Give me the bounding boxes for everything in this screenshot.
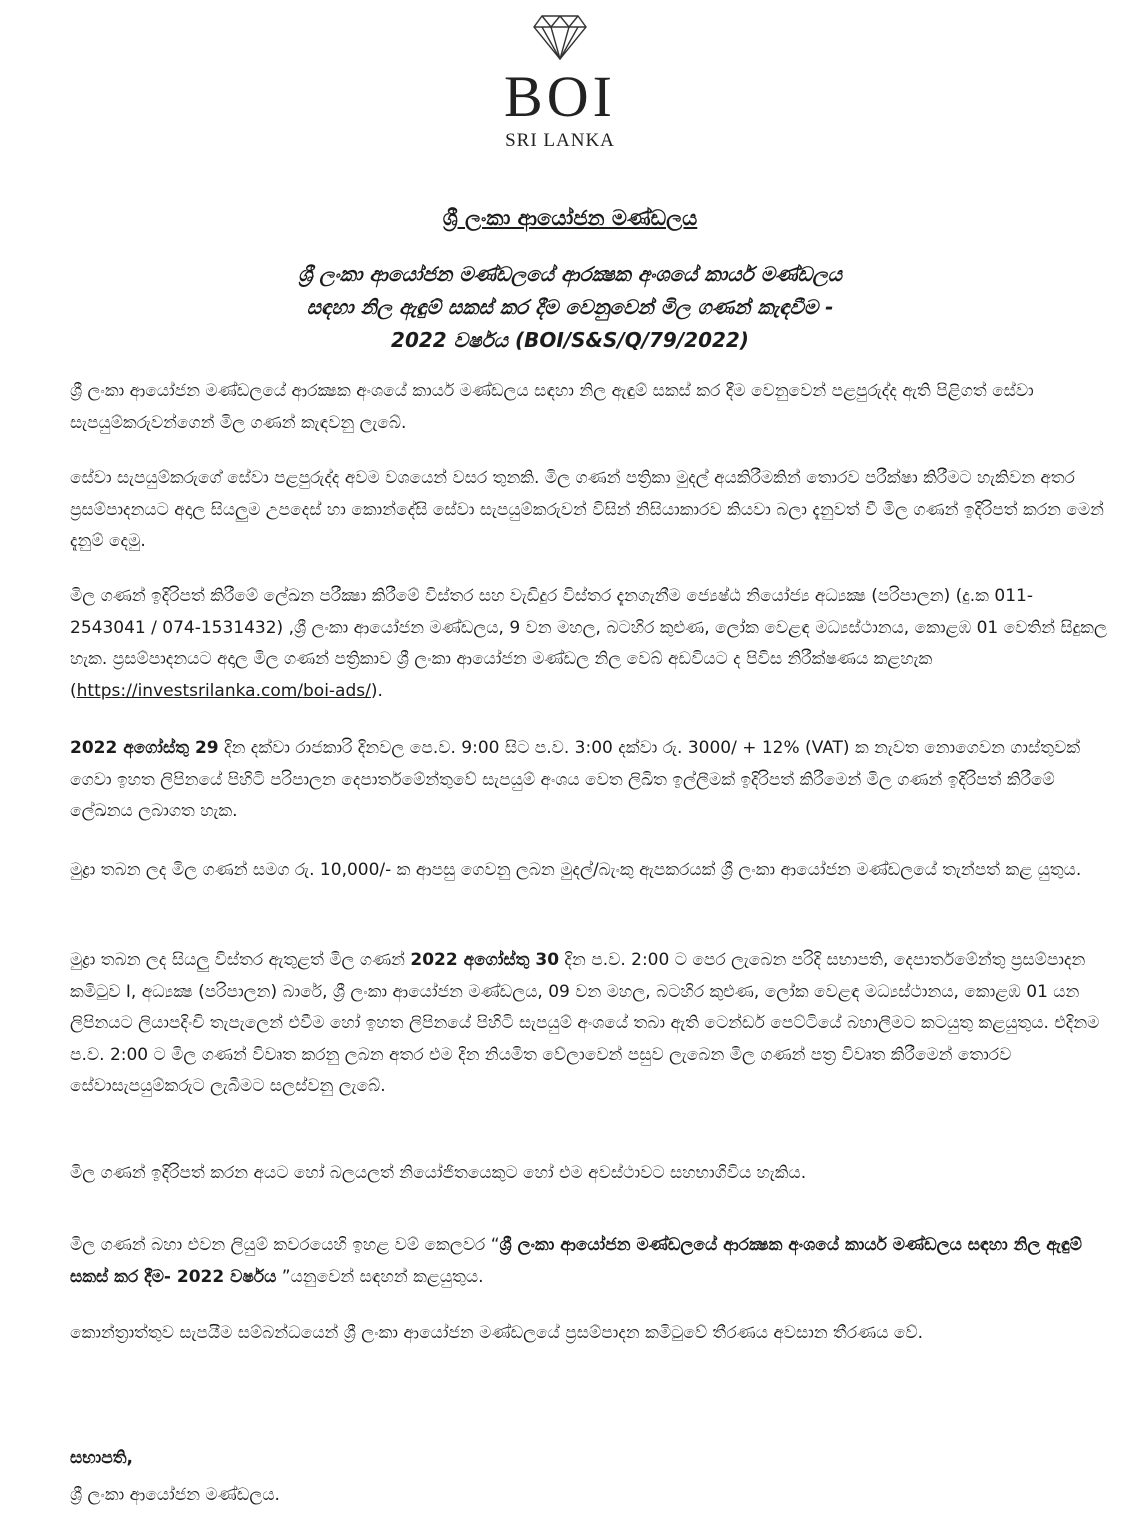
paragraph-8: [70, 1230, 1110, 1293]
logo-subtext: SRI LANKA: [505, 130, 615, 151]
paragraph-3-end: ).: [370, 680, 383, 701]
paragraph-6: [70, 945, 1110, 1103]
paragraph-4-text: දින දක්වා රාජකාරි දිනවල පෙ.ව. 9:00 සිට ප.ව. 3:00 දක්වා රු. 3000/ + 12% (VAT) ක නැවත නොගෙවන ගාස්තුවක් ගෙවා ඉහත ලිපිනයේ පිහිටි පරිපාලන දෙපාර්තමේන්තුවේ සැපයුම් අංශය වෙත ලිඛිත ඉල්ලීමක් ඉදිරිපත් කිරීමෙන් මිල ගණන් ඉදිරිපත් කිරීමේ ලේඛනය ලබාගත හැක.: [70, 738, 1081, 821]
document-subtitle: [0, 258, 1140, 357]
paragraph-4: [70, 733, 1110, 828]
paragraph-1: ශ්‍රී ලංකා ආයෝජන මණ්ඩලයේ ආරක්‍ෂක අංශයේ කාර්ය මණ්ඩලය සඳහා නිල ඇඳුම් සකස් කර දීම වෙනුවෙන් පළපුරුද්ද ඇති පිළිගත් සේවා සැපයුම්කරුවන්ගෙන් මිල ගණන් කැඳවනු ලැබේ.: [70, 381, 1034, 433]
paragraph-7: මිල ගණන් ඉදිරිපත් කරන අයට හෝ බලයලත් නියෝජිතයෙකුට හෝ එම අවස්ථාවට සහභාගිවිය හැකිය.: [70, 1163, 807, 1183]
paragraph-4-date: 2022 අගෝස්තු 29: [70, 738, 219, 758]
paragraph-6-date: 2022 අගෝස්තු 30: [410, 950, 560, 970]
signature-role: සභාපති,: [70, 1448, 133, 1468]
paragraph-3: [70, 581, 1110, 707]
subtitle-line-3: 2022 වර්ෂය (BOI/S&S/Q/79/2022): [391, 328, 749, 352]
subtitle-line-2: සඳහා නිල ඇඳුම් සකස් කර දීම වෙනුවෙන් මිල ගණන් කැඳවීම -: [306, 295, 834, 319]
signature-block: [70, 1440, 280, 1514]
paragraph-8-bold: ශ්‍රී ලංකා ආයෝජන මණ්ඩලයේ ආරක්‍ෂක අංශයේ කාර්ය මණ්ඩලය සඳහා නිල ඇඳුම් සකස් කර දීම- 2022 වර්ෂය: [70, 1235, 1082, 1287]
paragraph-6-text-start: මුද්‍රා තබන ලද සියලු විස්තර ඇතුළත් මිල ගණන්: [70, 950, 411, 970]
paragraph-6-text: දින ප.ව. 2:00 ට පෙර ලැබෙන පරිදි සභාපති, දෙපාර්තමේන්තු ප්‍රසම්පාදන කමිටුව I, අධ්‍යක්‍ෂ (පරිපාලන) බාරේ, ශ්‍රී ලංකා ආයෝජන මණ්ඩලය, 09 වන මහල, බටහිර කුළුණ, ලෝක වෙළඳ මධ්‍යස්ථානය, කොළඹ 01 යන ලිපිනයට ලියාපදිංචි තැපැලෙන් එවීම හෝ ඉහත ලිපිනයේ පිහිටි සැපයුම් අංශයේ තබා ඇති ටෙන්ඩර් පෙට්ටියේ බහාලීමට කටයුතු කළයුතුය. එදිනම ප.ව. 2:00 ට මිල ගණන් විවෘත කරනු ලබන අතර එම දින නියමිත වේලාවෙන් පසුව ලැබෙන මිල ගණන් පත්‍ර විවෘත කිරීමෙන් තොරව සේවාසැපයුම්කරුට ලැබීමට සලස්වනු ලැබේ.: [70, 950, 1100, 1096]
paragraph-8-text-start: මිල ගණන් බහා එවන ලියුම් කවරයෙහි ඉහළ වම් කෙලවර “: [70, 1235, 500, 1255]
paragraph-3-text: මිල ගණන් ඉදිරිපත් කිරීමේ ලේඛන පරීක්‍ෂා කිරීමේ විස්තර සහ වැඩිදුර විස්තර දැනගැනීම ජ්‍යෙෂ්ඨ නියෝජ්‍ය අධ්‍යක්‍ෂ (පරිපාලන) (දු.ක 011- 2543041 / 074-1531432) ,ශ්‍රී ලංකා ආයෝජන මණ්ඩලය, 9 වන මහල, බටහිර කුළුණ, ලෝක වෙළඳ මධ්‍යස්ථානය, කොළඹ 01 වෙතින් සිදුකල හැක. ප්‍රසම්පාදනයට අදාල මිල ගණන් පත්‍රිකාව ශ්‍රී ලංකා ආයෝජන මණ්ඩල නිල වෙබ් අඩවියට ද පිවිස නිරීක්ෂණය කළහැක (: [70, 586, 1107, 701]
website-link[interactable]: https://investsrilanka.com/boi-ads/: [76, 680, 371, 701]
boi-logo: [480, 12, 640, 152]
subtitle-line-1: ශ්‍රී ලංකා ආයෝජන මණ්ඩලයේ ආරක්‍ෂක අංශයේ කාර්ය මණ්ඩලය: [298, 262, 842, 286]
paragraph-5: මුද්‍රා තබන ලද මිල ගණන් සමග රු. 10,000/- ක ආපසු ගෙවනු ලබන මුදල්/බැංකු ඇපකරයක් ශ්‍රී ලංකා ආයෝජන මණ්ඩලයේ තැන්පත් කළ යුතුය.: [70, 860, 1082, 880]
paragraph-9: කොන්ත්‍රාත්තුව සැපයීම සම්බන්ධයෙන් ශ්‍රී ලංකා ආයෝජන මණ්ඩලයේ ප්‍රසම්පාදන කමිටුවේ තීරණය අවසාන තීරණය වේ.: [70, 1323, 924, 1343]
document-title: ශ්‍රී ලංකා ආයෝජන මණ්ඩලය: [442, 206, 698, 230]
logo-text: BOI: [504, 64, 616, 129]
signature-org: ශ්‍රී ලංකා ආයෝජන මණ්ඩලය.: [70, 1485, 280, 1505]
diamond-icon: [532, 12, 588, 62]
paragraph-2: සේවා සැපයුම්කරුගේ සේවා පළපුරුද්ද අවම වශයෙන් වසර තුනකි. මිල ගණන් පත්‍රිකා මුදල් අයකිරීමකින් තොරව පරීක්ෂා කිරීමට හැකිවන අතර ප්‍රසම්පාදනයට අදාල සියලුම උපදෙස් හා කොන්දේසි සේවා සැපයුම්කරුවන් විසින් නිසියාකාරව කියවා බලා දැනුවත් වී මිල ගණන් ඉදිරිපත් කරන මෙන් දැනුම් දෙමු.: [70, 468, 1104, 551]
paragraph-8-text-end: ”යනුවෙන් සඳහන් කළයුතුය.: [276, 1266, 484, 1287]
